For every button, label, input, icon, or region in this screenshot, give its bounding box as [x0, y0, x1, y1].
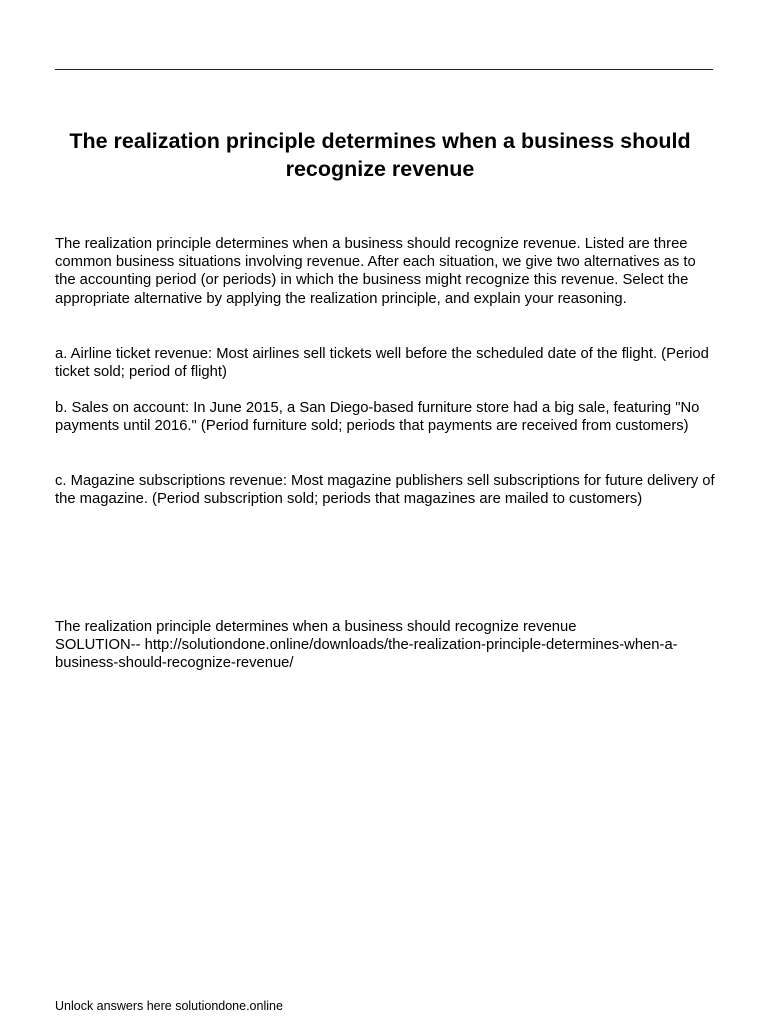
solution-link[interactable]: SOLUTION-- http://solutiondone.online/downloads/the-realization-principle-determines-when-a-business-should-recognize-revenue/ — [55, 637, 678, 672]
document-title: The realization principle determines when a business should recognize revenue — [69, 129, 691, 181]
situation-b: b. Sales on account: In June 2015, a San Diego-based furniture store had a big sale, featuring "No payments until 2016." (Period furniture sold; periods that payments are received from customers) — [55, 400, 700, 435]
solution-block — [55, 618, 715, 673]
solution-heading: The realization principle determines when a business should recognize revenue — [55, 619, 577, 635]
situation-a: a. Airline ticket revenue: Most airlines sell tickets well before the scheduled date of the flight. (Period ticket sold; period of flight) — [55, 346, 709, 381]
intro-paragraph: The realization principle determines when a business should recognize revenue. Listed are three common business situations involving revenue. After each situation, we give two alternatives as to the accounting period (or periods) in which the business might recognize this revenue. Select the appropriate alternative by applying the realization principle, and explain your reasoning. — [55, 236, 696, 307]
top-divider — [55, 69, 713, 70]
situation-c: c. Magazine subscriptions revenue: Most magazine publishers sell subscriptions for future delivery of the magazine. (Period subscription sold; periods that magazines are mailed to customers) — [55, 473, 715, 508]
footer-note: Unlock answers here solutiondone.online — [55, 999, 283, 1013]
